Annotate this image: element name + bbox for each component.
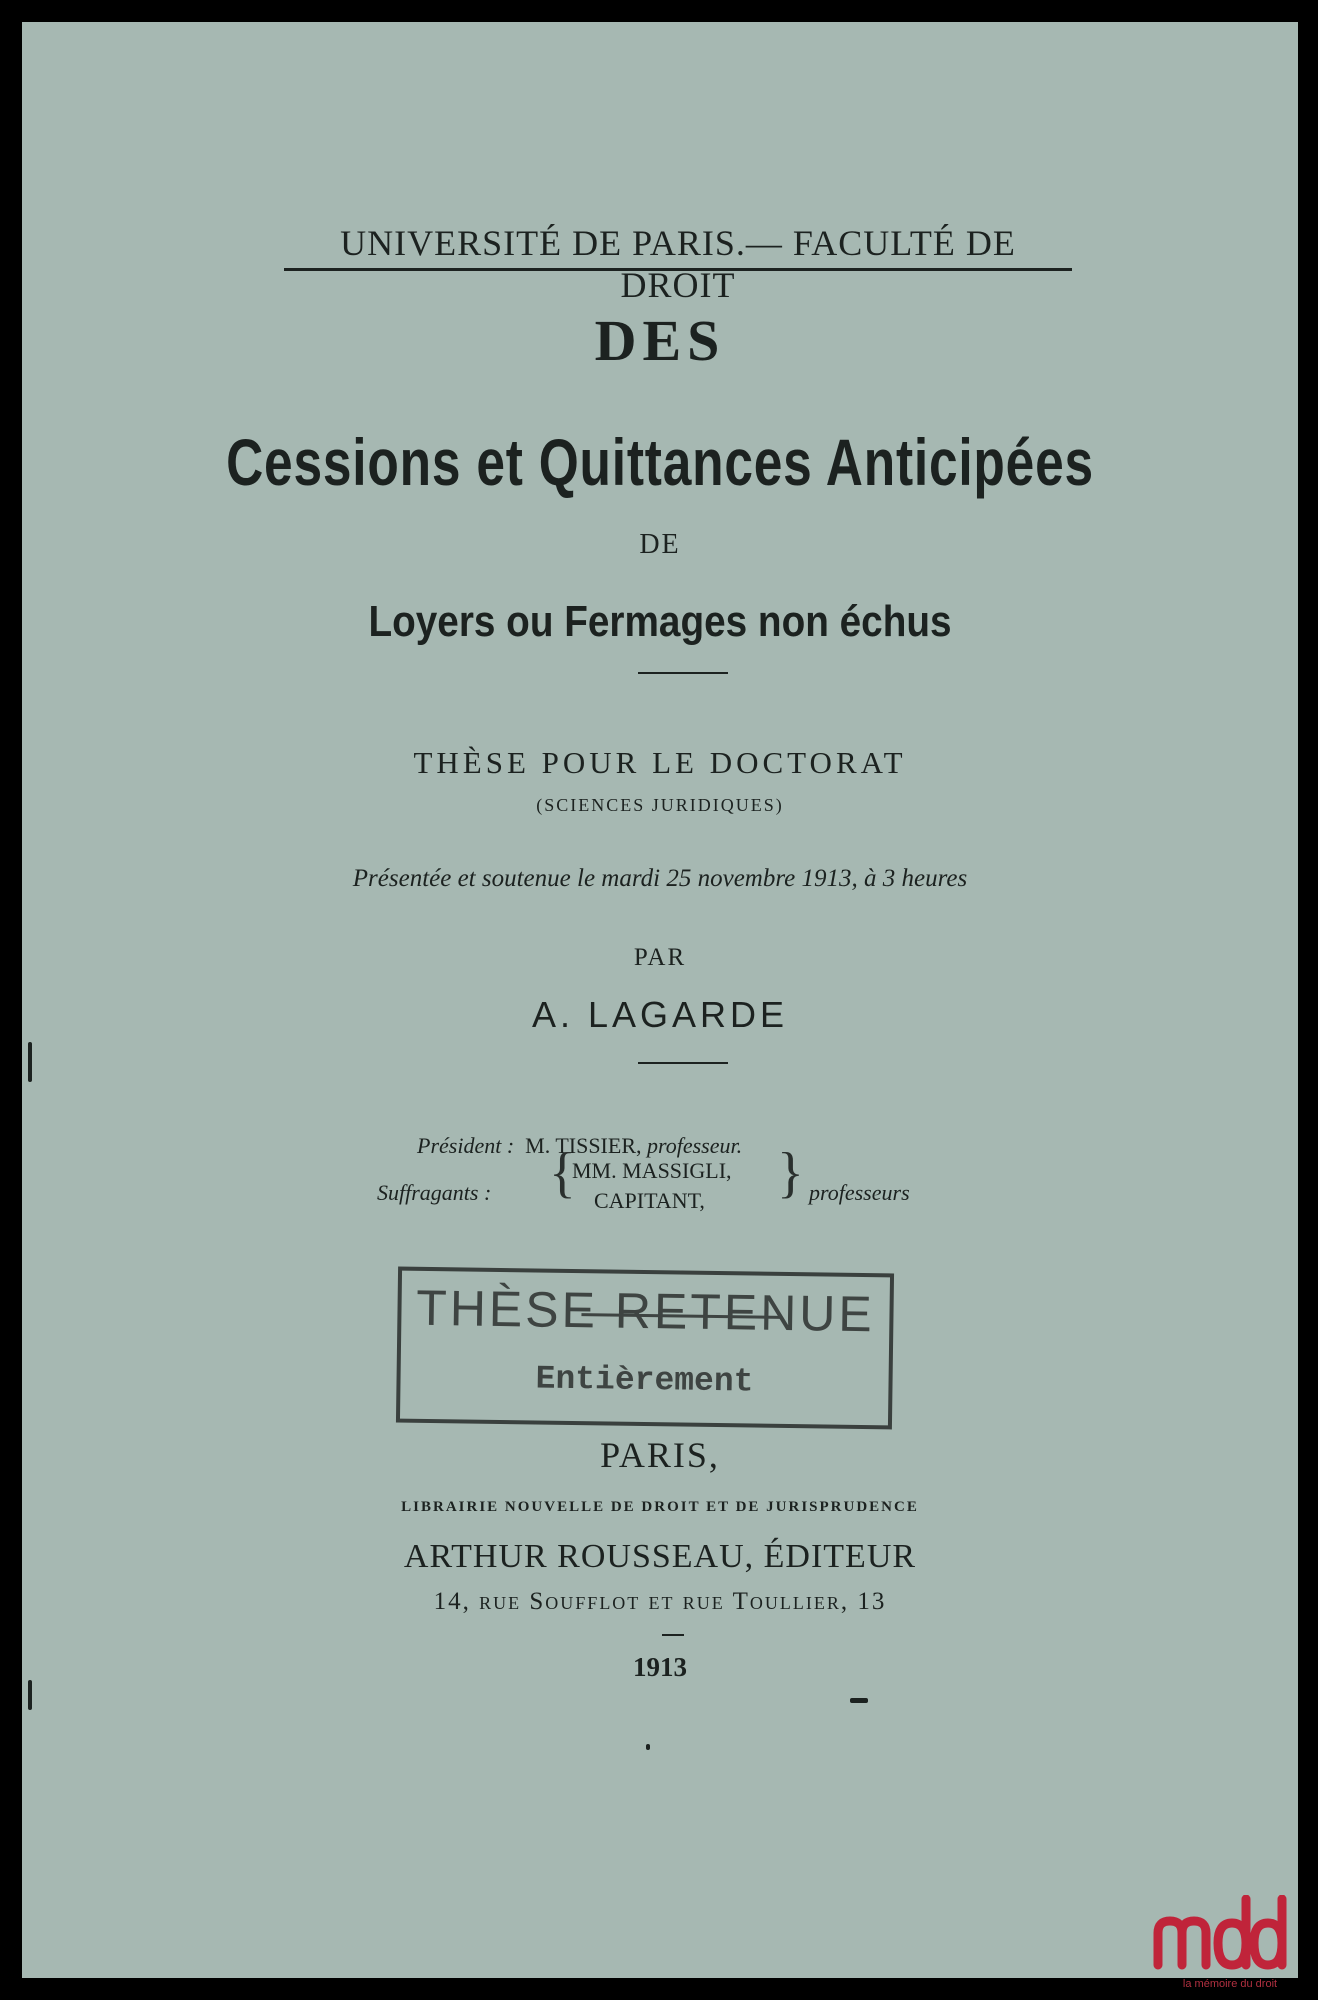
stamp-line-2: Entièrement — [535, 1360, 754, 1401]
imprint-publisher: ARTHUR ROUSSEAU, ÉDITEUR — [403, 1538, 917, 1575]
retention-stamp — [396, 1267, 894, 1430]
header-rule — [284, 268, 1072, 271]
author-name: A. LAGARDE — [531, 994, 789, 1035]
university-header: UNIVERSITÉ DE PARIS.— FACULTÉ DE DROIT — [340, 223, 1016, 305]
logo-letter-d — [1218, 1899, 1246, 1965]
left-brace: { — [549, 1142, 576, 1204]
year-rule — [662, 1634, 684, 1636]
president-title: professeur. — [647, 1133, 743, 1158]
right-brace: } — [777, 1142, 804, 1204]
ink-speck — [28, 1680, 32, 1710]
logo-letter-d — [1254, 1899, 1282, 1965]
logo-letter-m — [1158, 1921, 1206, 1965]
divider-rule — [638, 672, 728, 674]
thesis-field: (SCIENCES JURIDIQUES) — [536, 795, 784, 815]
imprint-address: 14, rue Soufflot et rue Toullier, 13 — [433, 1588, 887, 1615]
imprint-bookshop: LIBRAIRIE NOUVELLE DE DROIT ET DE JURISPRUDENCE — [401, 1499, 919, 1515]
suffragant-name: MM. MASSIGLI, — [572, 1158, 732, 1183]
by-label: PAR — [633, 944, 687, 971]
logo-caption: la mémoire du droit — [1182, 1978, 1278, 1990]
stamp-line-1: THÈSE RETENUE — [415, 1279, 876, 1343]
imprint-year: 1913 — [633, 1652, 687, 1682]
document-cover — [22, 22, 1298, 1978]
imprint-city: PARIS, — [600, 1435, 720, 1475]
main-title: Cessions et Quittances Anticipées — [226, 425, 1094, 499]
title-de: DE — [639, 529, 681, 560]
suffragants-title: professeurs — [809, 1180, 910, 1205]
suffragants-label: Suffragants : — [377, 1180, 492, 1205]
thesis-label: THÈSE POUR LE DOCTORAT — [413, 745, 907, 780]
title-des: DES — [594, 308, 726, 373]
suffragants-names — [572, 1156, 732, 1216]
ink-speck — [850, 1698, 868, 1703]
president-name: M. TISSIER, — [525, 1133, 642, 1158]
suffragant-name: CAPITANT, — [594, 1188, 705, 1213]
ink-speck — [28, 1042, 32, 1082]
defense-date: Présentée et soutenue le mardi 25 novembre 1913, à 3 heures — [352, 865, 968, 892]
mdd-logo — [1150, 1895, 1290, 1975]
president-label: Président : — [417, 1133, 515, 1158]
divider-rule — [638, 1062, 728, 1064]
ink-speck — [646, 1744, 650, 1750]
subtitle: Loyers ou Fermages non échus — [368, 597, 952, 646]
